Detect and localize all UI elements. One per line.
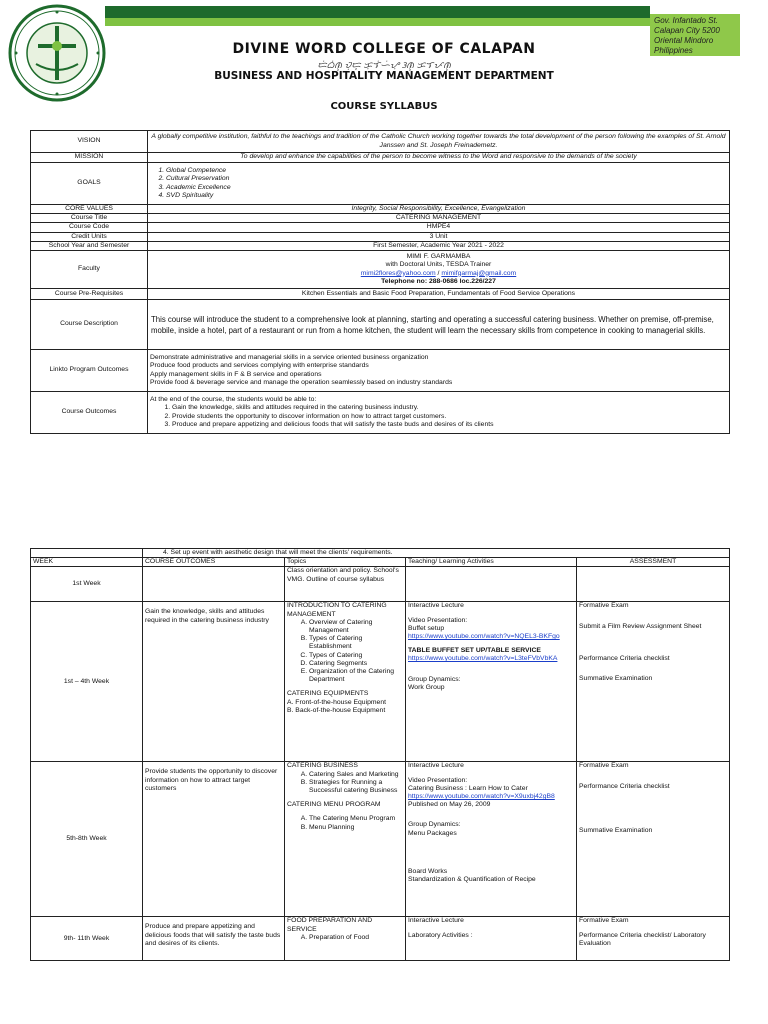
activity-text: Laboratory Activities : bbox=[408, 931, 473, 939]
topic-sub: B. Back-of-the-house Equipment bbox=[287, 706, 386, 714]
vision-text: A globally competitive institution, faithful to the teachings and tradition of the Catholic Church working together towards the total development of the person following the examples of St. Arnold Janssen and St. Joseph Freinademetz. bbox=[148, 131, 730, 153]
course-info-table bbox=[30, 130, 730, 434]
prereq-label: Course Pre-Requisites bbox=[31, 289, 148, 300]
outcome-cell bbox=[143, 762, 285, 917]
vision-label: VISION bbox=[31, 131, 148, 153]
assessment-cell bbox=[577, 917, 730, 961]
assessment-cell bbox=[577, 762, 730, 917]
week-cell: 9th- 11th Week bbox=[31, 917, 143, 961]
table-row bbox=[31, 241, 730, 250]
video-link[interactable]: https://www.youtube.com/watch?v=X9uxbj42gB8 bbox=[408, 793, 555, 801]
activity-text: Group Dynamics: bbox=[408, 821, 461, 829]
credit-units-label: Credit Units bbox=[31, 232, 148, 241]
course-outcomes-label: Course Outcomes bbox=[31, 392, 148, 434]
outcome-cell bbox=[143, 602, 285, 762]
address-line: Calapan City 5200 bbox=[654, 26, 720, 35]
video-link[interactable]: https://www.youtube.com/watch?v=L3teFVbVbKA bbox=[408, 655, 558, 663]
activity-text: Catering Business : Learn How to Cater bbox=[408, 784, 528, 792]
faculty-label: Faculty bbox=[31, 251, 148, 289]
topics-cell bbox=[285, 762, 406, 917]
table-row bbox=[31, 232, 730, 241]
header-stripe-dark bbox=[105, 6, 650, 18]
list-item: 1. Gain the knowledge, skills and attitudes required in the catering business industry. bbox=[172, 404, 727, 412]
email-separator: / bbox=[435, 269, 442, 277]
description-label: Course Description bbox=[31, 300, 148, 350]
faculty-info bbox=[148, 251, 730, 289]
list-item: 2. Provide students the opportunity to discover information on how to attract target customers. bbox=[172, 413, 727, 421]
list-item: E. Organization of the Catering Department bbox=[309, 668, 403, 684]
department-name: BUSINESS AND HOSPITALITY MANAGEMENT DEPARTMENT bbox=[214, 70, 554, 82]
table-row bbox=[31, 350, 730, 392]
assessment-text: Formative Exam bbox=[579, 602, 629, 610]
activity-text: TABLE BUFFET SET UP/TABLE SERVICE bbox=[408, 647, 541, 655]
address-line: Philippines bbox=[654, 46, 693, 55]
prereq-value: Kitchen Essentials and Basic Food Preparation, Fundamentals of Food Service Operations bbox=[148, 289, 730, 300]
header-stripe-light bbox=[105, 18, 650, 26]
assessment-text: Performance Criteria checklist bbox=[579, 782, 670, 790]
list-item: A. The Catering Menu Program bbox=[309, 815, 403, 823]
activity-text: Standardization & Quantification of Recipe bbox=[408, 876, 536, 884]
outcome-4: 4. Set up event with aesthetic design that will meet the clients' requirements. bbox=[163, 549, 393, 556]
list-item: Apply management skills in F & B service and operations bbox=[150, 370, 322, 378]
faculty-email-link[interactable]: mimi2flores@yahoo.com bbox=[360, 269, 436, 277]
table-row bbox=[31, 762, 730, 917]
mission-label: MISSION bbox=[31, 153, 148, 163]
activity-text: Interactive Lecture bbox=[408, 602, 464, 610]
topic-heading: CATERING EQUIPMENTS bbox=[287, 690, 369, 698]
outcome-cell bbox=[143, 917, 285, 961]
faculty-name: MIMI F. GARMAMBA bbox=[406, 253, 471, 261]
course-title-value: CATERING MANAGEMENT bbox=[148, 214, 730, 223]
assessment-text: Formative Exam bbox=[579, 917, 629, 925]
topic-sub: A. Front-of-the-house Equipment bbox=[287, 698, 386, 706]
table-row bbox=[31, 917, 730, 961]
activity-text: Published on May 26, 2009 bbox=[408, 801, 491, 809]
video-link[interactable]: https://www.youtube.com/watch?v=NQEL3-BKFgo bbox=[408, 633, 560, 641]
activity-text: Buffet setup bbox=[408, 624, 445, 632]
activities-cell bbox=[406, 567, 577, 602]
course-code-value: HMPE4 bbox=[148, 223, 730, 232]
weekly-plan-table bbox=[30, 548, 730, 961]
course-code-label: Course Code bbox=[31, 223, 148, 232]
list-item: A. Preparation of Food bbox=[309, 934, 403, 942]
assessment-cell bbox=[577, 567, 730, 602]
mission-text: To develop and enhance the capabilities of the person to become witness to the Word and responsive to the demands of the society bbox=[148, 153, 730, 163]
faculty-phone: Telephone no: 288-0686 loc.226/227 bbox=[381, 277, 496, 285]
week-cell: 1st – 4th Week bbox=[31, 602, 143, 762]
address-line: Oriental Mindoro bbox=[654, 36, 714, 45]
school-year-value: First Semester, Academic Year 2021 - 2022 bbox=[148, 241, 730, 250]
table-row bbox=[31, 602, 730, 762]
faculty-credentials: with Doctoral Units, TESDA Trainer bbox=[385, 261, 492, 269]
week-cell: 1st Week bbox=[31, 567, 143, 602]
credit-units-value: 3 Unit bbox=[148, 232, 730, 241]
assessment-cell bbox=[577, 602, 730, 762]
week-cell: 5th-8th Week bbox=[31, 762, 143, 917]
list-item: Produce food products and services complying with enterprise standards bbox=[150, 362, 369, 370]
topic-heading: CATERING MENU PROGRAM bbox=[287, 801, 381, 809]
activity-text: Video Presentation: bbox=[408, 776, 468, 784]
core-values-label: CORE VALUES bbox=[31, 205, 148, 214]
table-row bbox=[31, 223, 730, 232]
topics-cell: Class orientation and policy. School's VMG. Outline of course syllabus bbox=[285, 567, 406, 602]
outcome-text: Produce and prepare appetizing and delicious foods that will satisfy the taste buds and desires of its clients. bbox=[145, 923, 281, 947]
school-year-label: School Year and Semester bbox=[31, 241, 148, 250]
col-header-week: WEEK bbox=[31, 558, 143, 567]
col-header-outcomes: COURSE OUTCOMES bbox=[143, 558, 285, 567]
activity-text: Group Dynamics: bbox=[408, 675, 461, 683]
outcome-4-text bbox=[143, 549, 730, 558]
goals-list bbox=[148, 163, 730, 205]
assessment-text: Summative Examination bbox=[579, 675, 653, 683]
table-header-row bbox=[31, 558, 730, 567]
college-name-baybayin: ᜇᜒᜊᜒᜈ᜔ ᜏᜓᜇ᜔ ᜃᜓᜎᜒᜑᜒᜌᜓ ᜂᜈ᜔ ᜃᜎᜉᜈ᜔ bbox=[317, 60, 451, 70]
table-row bbox=[31, 251, 730, 289]
list-item: B. Strategies for Running a Successful catering Business bbox=[309, 779, 403, 795]
list-item: Demonstrate administrative and managerial skills in a service oriented business organization bbox=[150, 354, 429, 362]
address-line: Gov. Infantado St. bbox=[654, 16, 718, 25]
course-title-label: Course Title bbox=[31, 214, 148, 223]
activities-cell bbox=[406, 917, 577, 961]
list-item: 3. Academic Excellence bbox=[166, 184, 727, 192]
college-name: DIVINE WORD COLLEGE OF CALAPAN bbox=[232, 41, 536, 57]
activity-text: Menu Packages bbox=[408, 829, 457, 837]
blank-cell bbox=[31, 549, 143, 558]
col-header-activities: Teaching/ Learning Activities bbox=[406, 558, 577, 567]
page-title: COURSE SYLLABUS bbox=[330, 101, 438, 112]
list-item: 2. Cultural Preservation bbox=[166, 175, 727, 183]
table-row bbox=[31, 289, 730, 300]
table-row bbox=[31, 131, 730, 153]
activity-text: Work Group bbox=[408, 683, 445, 691]
table-row bbox=[31, 549, 730, 558]
table-row bbox=[31, 214, 730, 223]
list-item: C. Types of Catering bbox=[309, 652, 403, 660]
link-outcomes-list bbox=[148, 350, 730, 392]
topics-cell bbox=[285, 602, 406, 762]
col-header-assessment: ASSESSMENT bbox=[577, 558, 730, 567]
activity-text: Video Presentation: bbox=[408, 616, 468, 624]
list-item: D. Catering Segments bbox=[309, 660, 403, 668]
outcome-cell bbox=[143, 567, 285, 602]
activities-cell bbox=[406, 762, 577, 917]
activity-text: Interactive Lecture bbox=[408, 762, 464, 770]
list-item: B. Menu Planning bbox=[309, 824, 403, 832]
list-item: B. Types of Catering Establishment bbox=[309, 635, 403, 651]
activities-cell bbox=[406, 602, 577, 762]
outcome-text: Gain the knowledge, skills and attitudes required in the catering business industry bbox=[145, 608, 269, 624]
list-item: 1. Global Competence bbox=[166, 167, 727, 175]
table-row bbox=[31, 300, 730, 350]
table-row bbox=[31, 205, 730, 214]
description-text: This course will introduce the student to a comprehensive look at planning, starting and operating a successful catering business. Whether on premise, off-premise, mobile, inside a hotel, part of a restaurant or run from a home kitchen, the student will learn the necessary skills from competence in cooking to managerial skills. bbox=[148, 300, 730, 350]
link-outcomes-label: Linkto Program Outcomes bbox=[31, 350, 148, 392]
table-row bbox=[31, 163, 730, 205]
course-outcomes-list bbox=[148, 392, 730, 434]
topics-cell bbox=[285, 917, 406, 961]
topic-heading: CATERING BUSINESS bbox=[287, 762, 358, 770]
assessment-text: Formative Exam bbox=[579, 762, 629, 770]
col-header-topics: Topics bbox=[285, 558, 406, 567]
faculty-email-link[interactable]: mimifgarmaj@gmail.com bbox=[441, 269, 517, 277]
outcomes-intro: At the end of the course, the students would be able to: bbox=[150, 396, 317, 404]
list-item: 3. Produce and prepare appetizing and delicious foods that will satisfy the taste buds and desires of its clients bbox=[172, 421, 727, 429]
table-row bbox=[31, 392, 730, 434]
assessment-text: Performance Criteria checklist/ Laboratory Evaluation bbox=[579, 931, 706, 947]
list-item: A. Overview of Catering Management bbox=[309, 619, 403, 635]
table-row bbox=[31, 567, 730, 602]
list-item: A. Catering Sales and Marketing bbox=[309, 771, 403, 779]
assessment-text: Submit a Film Review Assignment Sheet bbox=[579, 622, 702, 630]
topic-heading: FOOD PREPARATION AND SERVICE bbox=[287, 917, 373, 933]
faculty-emails bbox=[150, 270, 727, 278]
list-item: Provide food & beverage service and manage the operation seamlessly based on industry standards bbox=[150, 378, 453, 386]
activity-text: Interactive Lecture bbox=[408, 917, 464, 925]
topic-heading: INTRODUCTION TO CATERING MANAGEMENT bbox=[287, 602, 387, 618]
table-row bbox=[31, 153, 730, 163]
list-item: 4. SVD Spirituality bbox=[166, 192, 727, 200]
assessment-text: Performance Criteria checklist bbox=[579, 654, 670, 662]
core-values-text: Integrity, Social Responsibility, Excellence, Evangelization bbox=[148, 205, 730, 214]
activity-text: Board Works bbox=[408, 867, 448, 875]
outcome-text: Provide students the opportunity to discover information on how to attract target customers bbox=[145, 768, 278, 792]
goals-label: GOALS bbox=[31, 163, 148, 205]
assessment-text: Summative Examination bbox=[579, 826, 653, 834]
